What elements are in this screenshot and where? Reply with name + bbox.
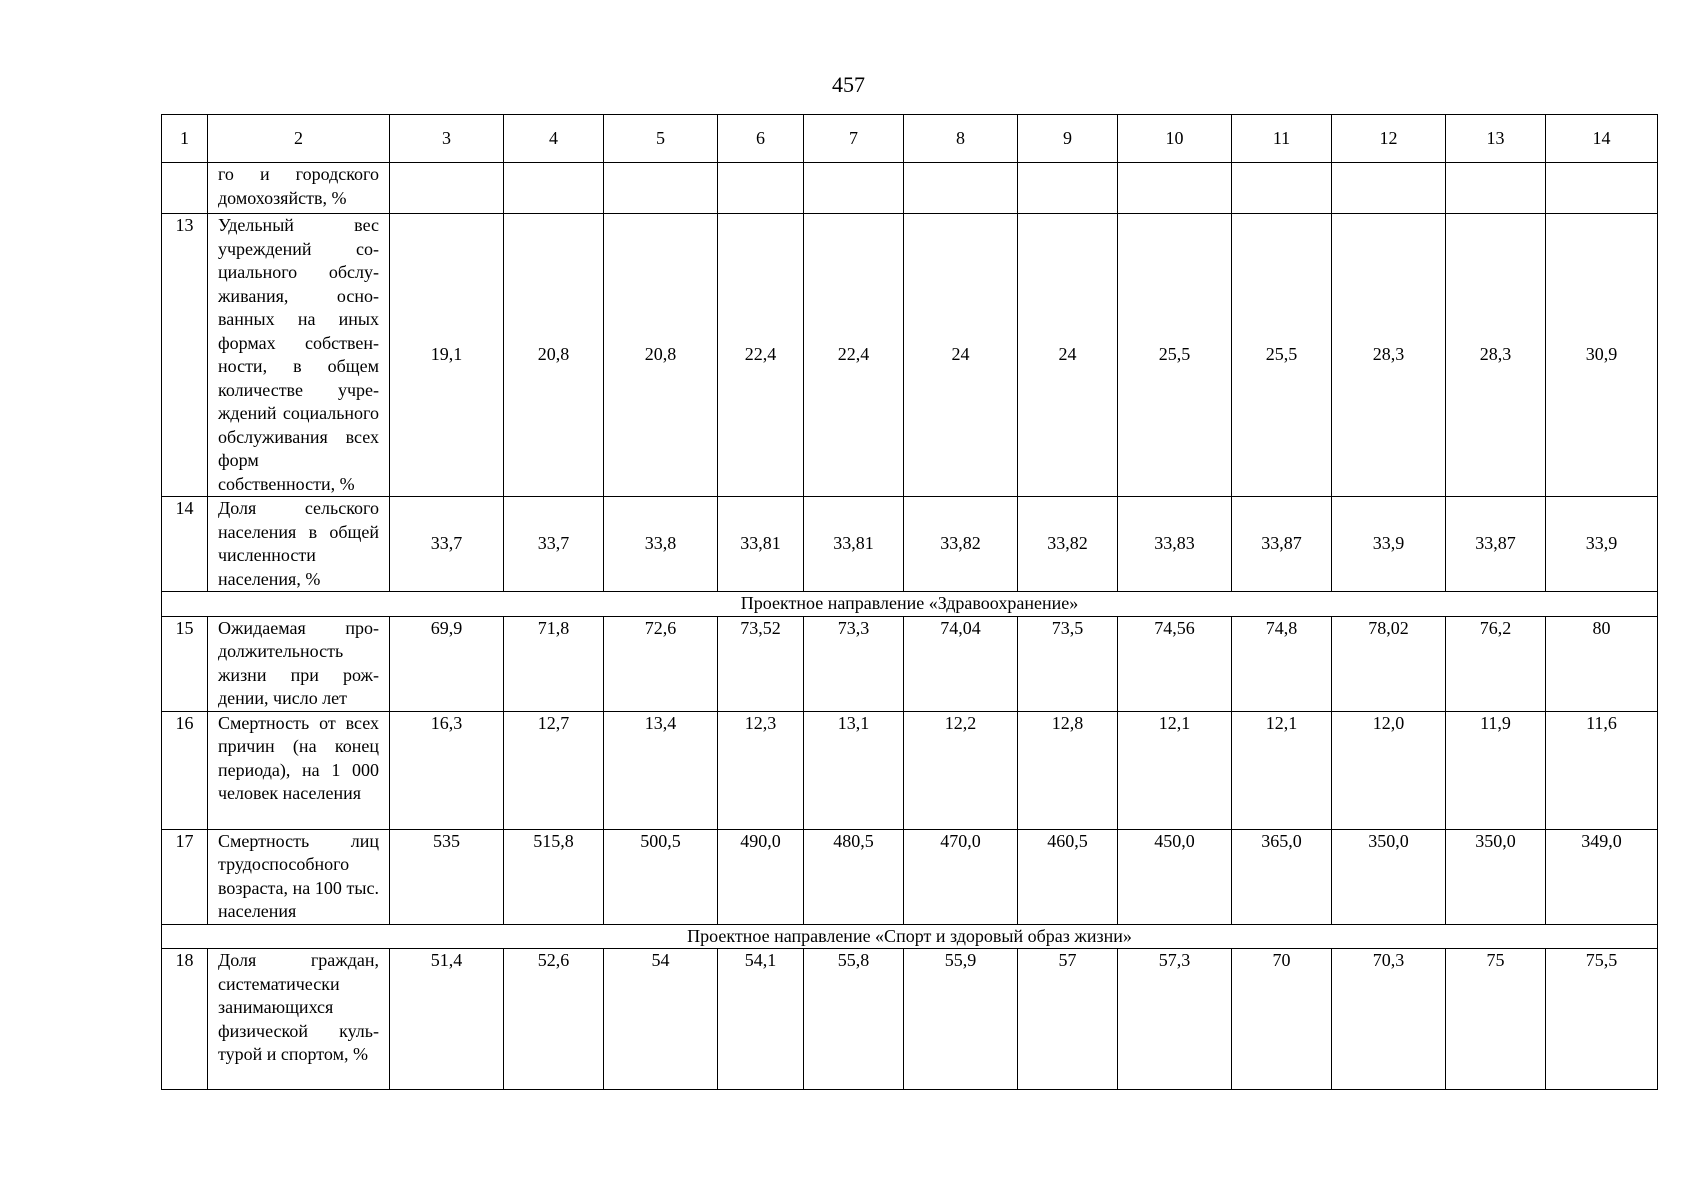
header-cell: 11 [1232,115,1332,163]
value-cell: 25,5 [1232,214,1332,497]
header-row [162,115,1658,163]
value-cell: 73,52 [718,616,804,711]
row-number: 17 [162,829,208,924]
row-label: Доля сельского населения в общей численности населения, % [208,497,390,592]
value-cell: 74,56 [1118,616,1232,711]
value-cell [604,163,718,214]
row-number: 13 [162,214,208,497]
row-label: Смертность лиц трудоспособного возраста, на 100 тыс. населения [208,829,390,924]
value-cell: 33,83 [1118,497,1232,592]
value-cell: 20,8 [604,214,718,497]
value-cell [1332,163,1446,214]
value-cell: 24 [904,214,1018,497]
value-cell [1232,163,1332,214]
value-cell: 33,9 [1546,497,1658,592]
table-row [162,949,1658,1090]
value-cell: 33,81 [804,497,904,592]
value-cell: 33,9 [1332,497,1446,592]
value-cell: 490,0 [718,829,804,924]
header-cell: 4 [504,115,604,163]
section-row-sport [162,924,1658,949]
row-number [162,163,208,214]
value-cell: 22,4 [804,214,904,497]
value-cell [804,163,904,214]
header-cell: 9 [1018,115,1118,163]
value-cell: 365,0 [1232,829,1332,924]
header-cell: 3 [390,115,504,163]
value-cell [390,163,504,214]
value-cell: 28,3 [1332,214,1446,497]
value-cell: 12,7 [504,711,604,829]
value-cell: 33,82 [1018,497,1118,592]
value-cell: 16,3 [390,711,504,829]
header-cell: 2 [208,115,390,163]
value-cell: 25,5 [1118,214,1232,497]
value-cell: 13,1 [804,711,904,829]
value-cell: 12,2 [904,711,1018,829]
value-cell [1446,163,1546,214]
value-cell: 19,1 [390,214,504,497]
row-label: го и городского домохозяйств, % [208,163,390,214]
table-row [162,214,1658,497]
value-cell: 500,5 [604,829,718,924]
value-cell: 72,6 [604,616,718,711]
value-cell: 54,1 [718,949,804,1090]
value-cell: 22,4 [718,214,804,497]
value-cell [504,163,604,214]
data-table [161,114,1658,1090]
value-cell: 73,5 [1018,616,1118,711]
row-number: 18 [162,949,208,1090]
header-cell: 13 [1446,115,1546,163]
value-cell: 20,8 [504,214,604,497]
value-cell: 75 [1446,949,1546,1090]
value-cell: 57 [1018,949,1118,1090]
value-cell: 12,1 [1118,711,1232,829]
value-cell: 69,9 [390,616,504,711]
table-row [162,497,1658,592]
value-cell: 349,0 [1546,829,1658,924]
value-cell: 57,3 [1118,949,1232,1090]
row-number: 16 [162,711,208,829]
value-cell: 33,8 [604,497,718,592]
value-cell [1546,163,1658,214]
value-cell: 73,3 [804,616,904,711]
value-cell: 55,8 [804,949,904,1090]
header-cell: 14 [1546,115,1658,163]
value-cell: 76,2 [1446,616,1546,711]
value-cell: 75,5 [1546,949,1658,1090]
value-cell: 33,87 [1446,497,1546,592]
row-label: Смертность от всех причин (на конец периода), на 1 000 человек населения [208,711,390,829]
row-label: Ожидаемая продолжительность жизни при рождении, число лет [208,616,390,711]
page-number: 457 [832,72,865,97]
value-cell: 12,1 [1232,711,1332,829]
value-cell: 12,8 [1018,711,1118,829]
value-cell: 535 [390,829,504,924]
header-cell: 6 [718,115,804,163]
value-cell: 33,7 [504,497,604,592]
header-cell: 5 [604,115,718,163]
value-cell [1118,163,1232,214]
value-cell [718,163,804,214]
value-cell: 470,0 [904,829,1018,924]
header-cell: 7 [804,115,904,163]
table-row [162,711,1658,829]
value-cell: 460,5 [1018,829,1118,924]
value-cell: 51,4 [390,949,504,1090]
value-cell: 11,6 [1546,711,1658,829]
value-cell [1018,163,1118,214]
section-row-health [162,592,1658,617]
value-cell: 33,81 [718,497,804,592]
section-title: Проектное направление «Здравоохранение» [162,592,1658,617]
value-cell: 54 [604,949,718,1090]
value-cell: 11,9 [1446,711,1546,829]
value-cell: 71,8 [504,616,604,711]
table-row-continuation [162,163,1658,214]
value-cell: 70 [1232,949,1332,1090]
table-row [162,616,1658,711]
value-cell: 55,9 [904,949,1018,1090]
value-cell: 13,4 [604,711,718,829]
value-cell: 12,0 [1332,711,1446,829]
value-cell: 28,3 [1446,214,1546,497]
value-cell: 70,3 [1332,949,1446,1090]
value-cell: 12,3 [718,711,804,829]
table-row [162,829,1658,924]
value-cell [904,163,1018,214]
value-cell: 24 [1018,214,1118,497]
value-cell: 350,0 [1332,829,1446,924]
value-cell: 30,9 [1546,214,1658,497]
value-cell: 350,0 [1446,829,1546,924]
value-cell: 80 [1546,616,1658,711]
header-cell: 8 [904,115,1018,163]
header-cell: 12 [1332,115,1446,163]
header-cell: 10 [1118,115,1232,163]
value-cell: 52,6 [504,949,604,1090]
header-cell: 1 [162,115,208,163]
value-cell: 515,8 [504,829,604,924]
value-cell: 78,02 [1332,616,1446,711]
value-cell: 33,7 [390,497,504,592]
row-number: 14 [162,497,208,592]
row-label: Доля граждан, систематически занимающихся физической культурой и спортом, % [208,949,390,1090]
row-number: 15 [162,616,208,711]
value-cell: 480,5 [804,829,904,924]
row-label: Удельный вес учреждений социального обслуживания, основанных на иных формах собственности, в общем количестве учреждений социального обслуживания всех форм собственности, % [208,214,390,497]
value-cell: 74,8 [1232,616,1332,711]
value-cell: 450,0 [1118,829,1232,924]
value-cell: 33,87 [1232,497,1332,592]
value-cell: 33,82 [904,497,1018,592]
section-title: Проектное направление «Спорт и здоровый образ жизни» [162,924,1658,949]
value-cell: 74,04 [904,616,1018,711]
